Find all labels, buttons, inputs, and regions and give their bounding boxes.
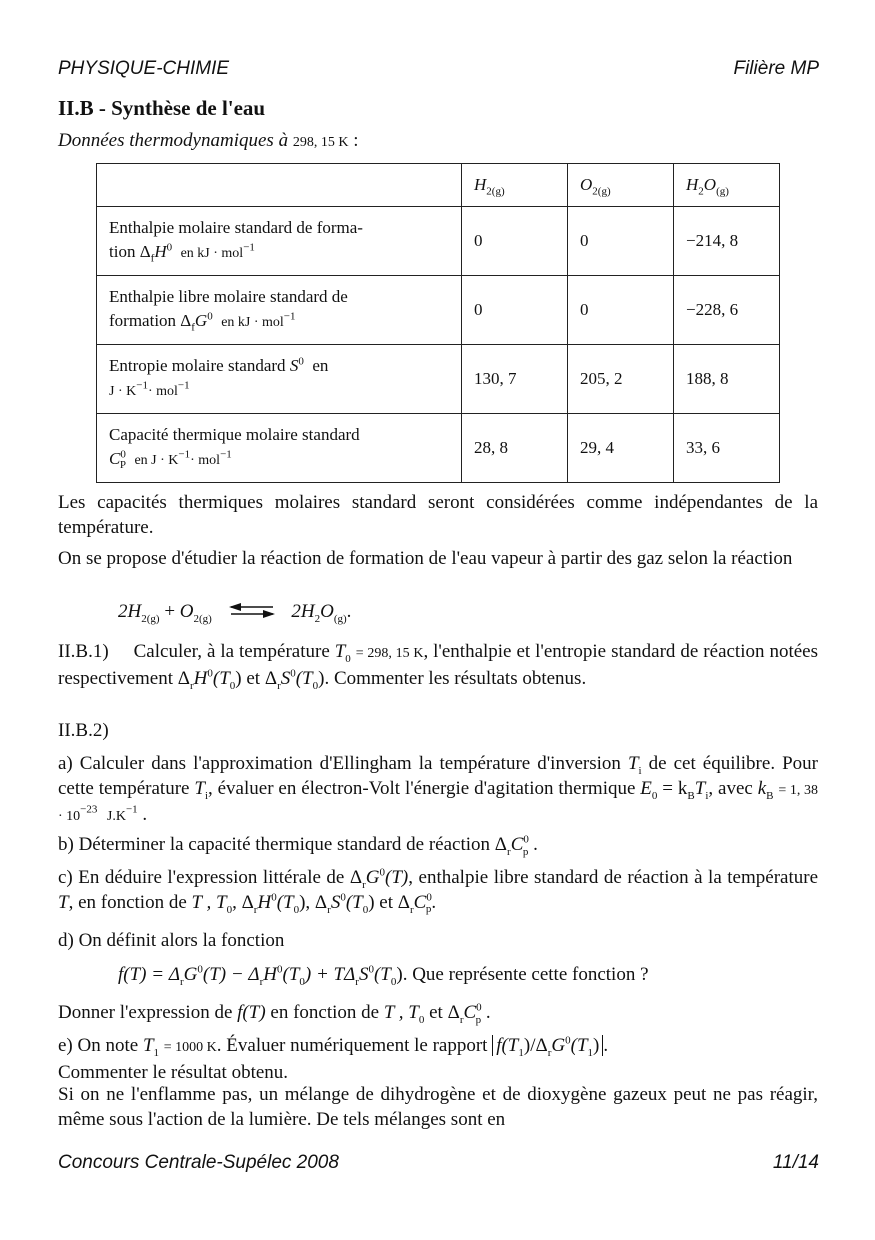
table-cell: −214, 8 (674, 207, 780, 276)
paragraph-cp-assumption: Les capacités thermiques molaires standard seront considérées comme indépendantes de la température. (58, 492, 818, 538)
table-cell: 188, 8 (674, 345, 780, 414)
table-cell: 28, 8 (462, 414, 568, 483)
col-h2o: $H_2O_{(g)}$ (674, 164, 780, 207)
equilibrium-arrows-icon (227, 602, 277, 624)
section-title: II.B - Synthèse de l'eau (58, 96, 266, 120)
question-c: c) En déduire l'expression littérale de $\Delta_rG^0(T)$, enthalpie libre standard de réaction à la température T, en fonction de T , $T_0$, $\Delta_rH^0(T_0)$, $\Delta_rS^0(T_0)$ et $\Delta_rC^0_p$. (58, 866, 818, 916)
table-cell: 130, 7 (462, 345, 568, 414)
table-row (97, 414, 780, 483)
table-cell: 0 (568, 207, 674, 276)
question-a: a) Calculer dans l'approximation d'Ellingham la température d'inversion $T_i$ de cet équilibre. Pour cette température $T_i$, évaluer en électron-Volt l'énergie d'agitation thermique $E_0 = k_BT_i$, avec $k_B = 1$, $38 \cdot 10^{-23}$ $J.K^{-1}$ . (58, 753, 819, 825)
question-d-expression: Donner l'expression de f(T) en fonction de T , $T_0$ et $\Delta_rC^0_p$ . (58, 1001, 491, 1026)
paragraph-mixture: Si on ne l'enflamme pas, un mélange de dihydrogène et de dioxygène gazeux peut ne pas réagir, même sous l'action de la lumière. De tels mélanges sont en (58, 1084, 818, 1130)
table-row (97, 345, 780, 414)
col-o2: $O_{2(g)}$ (568, 164, 674, 207)
paragraph-reaction-intro: On se propose d'étudier la réaction de formation de l'eau vapeur à partir des gaz selon la réaction (58, 548, 793, 569)
question-e: e) On note $T_1 = 1000$ K. Évaluer numériquement le rapport $f(T_1)/\Delta_rG^0(T_1)$ . Commenter le résultat obtenu. (58, 1034, 609, 1083)
table-cell: −228, 6 (674, 276, 780, 345)
table-cell: 205, 2 (568, 345, 674, 414)
table-cell: 29, 4 (568, 414, 674, 483)
footer-left: Concours Centrale-Supélec 2008 (58, 1152, 339, 1173)
table-cell: 0 (462, 207, 568, 276)
reaction-equation: $2H_{2(g)} + O_{2(g)}$ $2H_2O_{(g)}$. (118, 601, 352, 625)
function-definition: $f(T) = \Delta_rG^0(T) - \Delta_rH^0(T_0) + T\Delta_rS^0(T_0)$. Que représente cette fonction ? (118, 963, 649, 988)
question-d: d) On définit alors la fonction (58, 930, 285, 951)
table-cell: 33, 6 (674, 414, 780, 483)
table-header-row (97, 164, 780, 207)
thermo-data-table (96, 163, 780, 483)
header-left: PHYSIQUE-CHIMIE (58, 58, 230, 79)
footer-page-number: 11/14 (772, 1152, 819, 1173)
row-label: Enthalpie libre molaire standard de formation $\Delta_fG^0$ en kJ · mol$^{-1}$ (97, 276, 462, 345)
question-b: b) Déterminer la capacité thermique standard de réaction $\Delta_rC^0_p$ . (58, 833, 538, 858)
data-intro: Données thermodynamiques à 298, 15 K : (58, 130, 359, 151)
table-row (97, 207, 780, 276)
table-cell: 0 (462, 276, 568, 345)
col-h2: $H_{2(g)}$ (462, 164, 568, 207)
row-label: Capacité thermique molaire standard $C^0_P$ en $J \cdot K^{-1}\cdot mol^{-1}$ (97, 414, 462, 483)
question-IIB1: II.B.1) Calculer, à la température $T_0 = 298$, 15 K, l'enthalpie et l'entropie standard de réaction notées respectivement $\Delta_rH^0(T_0)$ et $\Delta_rS^0(T_0)$. Commenter les résultats obtenus. (58, 641, 818, 692)
row-label: Enthalpie molaire standard de forma- tion $\Delta_fH^0$ en kJ · mol$^{-1}$ (97, 207, 462, 276)
header-right: Filière MP (733, 58, 819, 79)
row-label: Entropie molaire standard $S^0$ en $J \cdot K^{-1}\cdot mol^{-1}$ (97, 345, 462, 414)
table-row (97, 276, 780, 345)
question-IIB2-label: II.B.2) (58, 720, 109, 741)
table-cell: 0 (568, 276, 674, 345)
